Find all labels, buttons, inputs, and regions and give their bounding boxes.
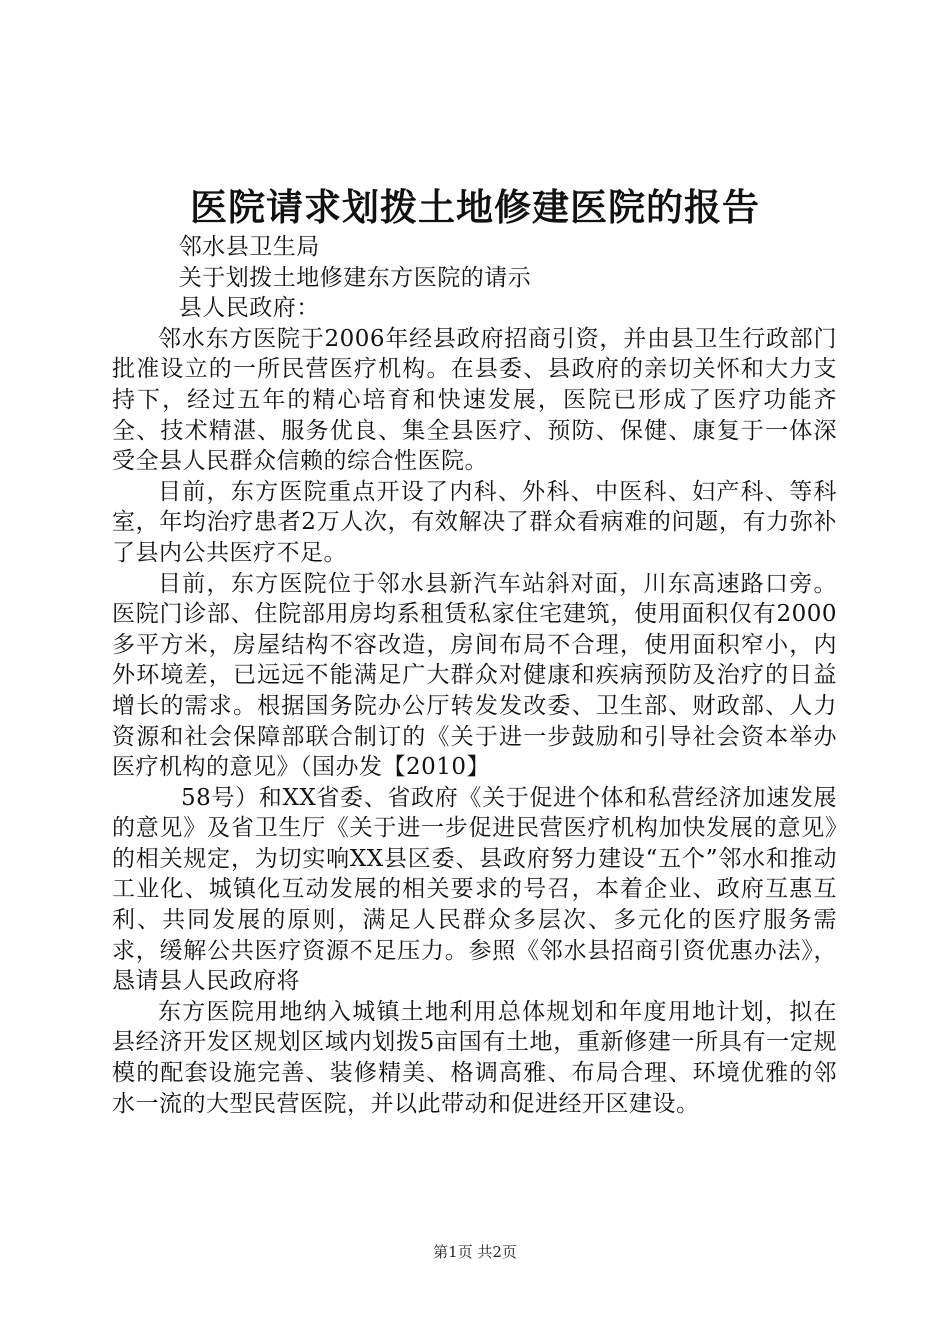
paragraph-departments: 目前，东方医院重点开设了内科、外科、中医科、妇产科、等科室，年均治疗患者2万人次，有效解决了群众看病难的问题，有力弥补了县内公共医疗不足。 xyxy=(112,478,837,566)
subject-line: 关于划拨土地修建东方医院的请示 xyxy=(178,264,532,291)
paragraph-intro: 邻水东方医院于2006年经县政府招商引资，并由县卫生行政部门批准设立的一所民营医疗机构。在县委、县政府的亲切关怀和大力支持下，经过五年的精心培育和快速发展，医院已形成了医疗功能齐全、技术精湛、服务优良、集全县医疗、预防、保健、康复于一体深受全县人民群众信赖的综合性医院。 xyxy=(112,325,837,475)
document-body xyxy=(112,232,837,1119)
addressee-line: 县人民政府： xyxy=(178,295,320,322)
paragraph-current-situation: 目前，东方医院位于邻水县新汽车站斜对面，川东高速路口旁。医院门诊部、住院部用房均系租赁私家住宅建筑，使用面积仅有2000多平方米，房屋结构不容改造，房间布局不合理，使用面积窄小，内外环境差，已远远不能满足广大群众对健康和疾病预防及治疗的日益增长的需求。根据国务院办公厅转发发改委、卫生部、财政部、人力资源和社会保障部联合制订的《关于进一步鼓励和引导社会资本举办医疗机构的意见》（国办发【2010】 xyxy=(112,570,837,781)
document-title: 医院请求划拨土地修建医院的报告 xyxy=(190,186,760,229)
paragraph-policy-basis: 58号）和XX省委、省政府《关于促进个体和私营经济加速发展的意见》及省卫生厅《关于进一步促进民营医疗机构加快发展的意见》的相关规定，为切实响XX县区委、县政府努力建设“五个”邻水和推动工业化、城镇化互动发展的相关要求的号召，本着企业、政府互惠互利、共同发展的原则，满足人民群众多层次、多元化的医疗服务需求，缓解公共医疗资源不足压力。参照《邻水县招商引资优惠办法》，恳请县人民政府将 xyxy=(112,784,837,995)
paragraph-request: 东方医院用地纳入城镇土地利用总体规划和年度用地计划，拟在县经济开发区规划区域内划拨5亩国有土地，重新修建一所具有一定规模的配套设施完善、装修精美、格调高雅、布局合理、环境优雅的邻水一流的大型民营医院，并以此带动和促进经开区建设。 xyxy=(112,998,837,1117)
page-footer: 第1页 共2页 xyxy=(433,1243,517,1261)
sender-line: 邻水县卫生局 xyxy=(178,234,320,260)
